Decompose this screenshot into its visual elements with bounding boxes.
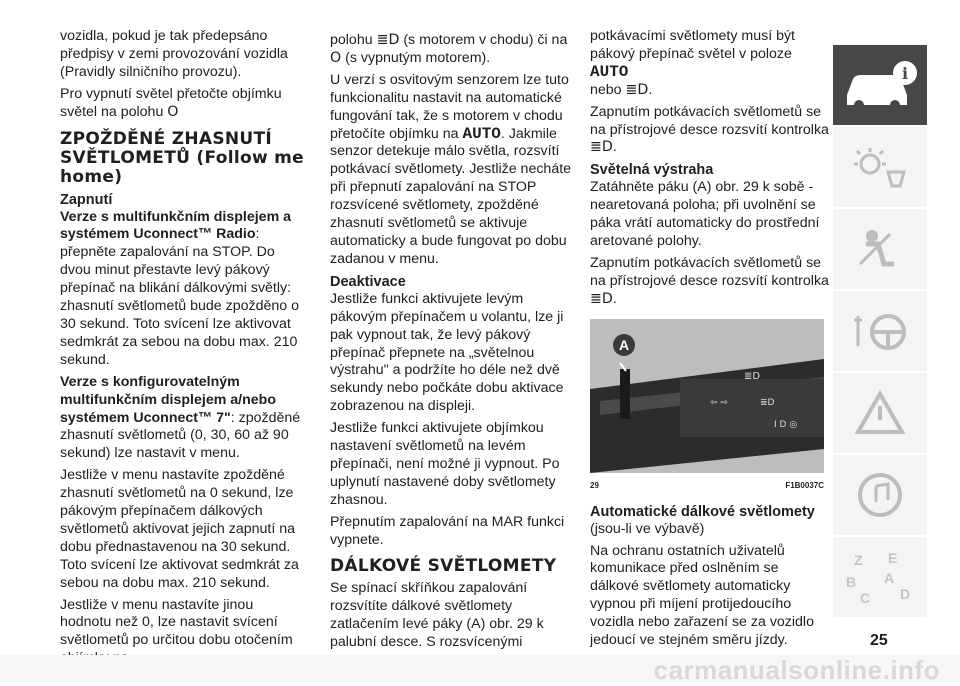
paragraph: potkávacími světlomety musí být pákový přepínač světel v poloze AUTO nebo ≣D.: [590, 28, 795, 98]
figure-caption: [590, 477, 824, 495]
paragraph: Pro vypnutí světel přetočte objímku světel na polohu O: [60, 85, 282, 120]
page-number: 25: [870, 632, 888, 649]
subheading: Zapnutí: [60, 191, 113, 208]
subheading: Světelná výstraha: [590, 162, 714, 179]
watermark-text[interactable]: carmanualsonline.info: [653, 655, 940, 685]
tab-starting-driving[interactable]: [833, 291, 927, 371]
tab-car-info[interactable]: [833, 45, 927, 125]
warning-lights-icon: [850, 142, 910, 192]
column-2: [330, 32, 580, 656]
paragraph: Zapnutím potkávacích světlometů se na přístrojové desce rozsvítí kontrolka ≣D.: [590, 103, 829, 156]
svg-text:I D ◎: I D ◎: [774, 419, 798, 430]
figure-code: F1B0037C: [785, 480, 824, 490]
column-1: [60, 28, 308, 672]
paragraph: Jestliže v menu nastavíte jinou hodnotu než 0, lze nastavit svícení světlometů po určitou dobu otočením: [60, 596, 293, 649]
section-heading-delay: ZPOŽDĚNÉ ZHASNUTÍ SVĚTLOMETŮ (Follow me home): [60, 128, 305, 187]
footer-watermark: [0, 655, 960, 683]
tab-warning-lights[interactable]: [833, 127, 927, 207]
subheading: Deaktivace: [330, 273, 406, 290]
paragraph: Jestliže funkci aktivujete levým pákovým přepínačem u volantu, lze ji pak vypnout tak, že levý pákový přepínač přepnete na „světelnou výstrahu" a podržíte ho déle než dvě sekundy nebo počkáte dobu aktivace zobrazenou na displeji.: [330, 290, 564, 415]
svg-text:≣D: ≣D: [744, 370, 761, 382]
tab-safety[interactable]: [833, 209, 927, 289]
paragraph: Jestliže funkci aktivujete objímkou nastavení světlometů na levém přepínači, není možné ji vypnout. Po uplynutí nastavené doby světlomety zhasnou.: [330, 420, 560, 508]
low-beam-icon: ≣D: [625, 81, 649, 98]
paragraph: Jestliže v menu nastavíte zpožděné zhasnutí světlometů na 0 sekund, lze pákovým přepínačem dálkových světlometů aktivovat jejich zapnutí na dobu přednastavenou na 30 sekund. Toto svícení lze aktivovat sedmkrát za sebou na dobu max. 210 sekund.: [60, 467, 299, 591]
subheading: Automatické dálkové světlomety: [590, 503, 815, 520]
airbag-seat-icon: [850, 224, 910, 274]
figure-number: 29: [590, 480, 599, 490]
auto-label: AUTO: [590, 62, 629, 81]
paragraph: Na ochranu ostatních uživatelů komunikace před oslněním se dálkové světlomety automaticky vypnou při míjení protijedoucího vozidla nebo zařazení se za vozidlo jedoucí ve stejném směru jízdy.: [590, 542, 814, 649]
key-steering-icon: [850, 306, 910, 356]
lights-off-icon: O: [167, 103, 179, 120]
index-letter: E: [888, 550, 898, 566]
paragraph: Verze s multifunkčním displejem a systémem Uconnect™ Radio: přepněte zapalování na STOP. Do dvou minut přestavte levý pákový přepínač na blikání dálkovými světly: zhasnutí světlometů bude zpožděno o 30 sekund. Toto svícení lze aktivovat sedmkrát za sebou na dobu max. 210 sekund.: [60, 208, 299, 368]
low-beam-indicator-icon: ≣D: [590, 139, 613, 156]
paragraph: Přepnutím zapalování na MAR funkci vypnete.: [330, 513, 565, 548]
lights-off-icon: O: [330, 49, 342, 66]
column-3: [590, 28, 830, 654]
paragraph: Verze s konfigurovatelným multifunkčním displejem a/nebo systémem Uconnect™ 7": zpožděné zhasnutí světlometů (0, 30, 60 až 90 sekund) lze nastavit v menu.: [60, 373, 301, 462]
callout-label: A: [618, 336, 630, 353]
paragraph: Zapnutím potkávacích světlometů se na přístrojové desce rozsvítí kontrolka ≣D.: [590, 254, 829, 307]
paragraph: Zatáhněte páku (A) obr. 29 k sobě - nearetovaná poloha; při uvolnění se páka vrátí automaticky do prostřední aretované polohy.: [590, 179, 820, 250]
paragraph: polohu ≣D (s motorem v chodu) či na O (s vypnutým motorem).: [330, 32, 568, 66]
car-info-icon: [833, 45, 927, 125]
multimedia-icon: [850, 470, 910, 520]
emergency-triangle-icon: [850, 388, 910, 438]
index-letter: A: [884, 570, 895, 586]
svg-text:i: i: [901, 64, 909, 83]
paragraph: (jsou-li ve výbavě): [590, 520, 705, 537]
auto-label: AUTO: [462, 124, 501, 143]
low-beam-icon: ≣D: [376, 32, 400, 48]
index-letter: Z: [854, 552, 863, 568]
index-letter: B: [846, 574, 857, 590]
figure-lever: [590, 319, 824, 473]
index-letter: C: [860, 590, 871, 606]
index-letters-icon: [840, 547, 920, 607]
svg-text:≣D: ≣D: [760, 397, 775, 408]
section-heading-high-beam: DÁLKOVÉ SVĚTLOMETY: [330, 556, 557, 577]
low-beam-indicator-icon: ≣D: [590, 290, 613, 307]
tab-multimedia[interactable]: [833, 455, 927, 535]
lever-illustration: [590, 319, 824, 473]
paragraph: vozidla, pokud je tak předepsáno předpisy v zemi provozování vozidla (Pravidly silničního provozu).: [60, 28, 288, 80]
tab-index[interactable]: [833, 537, 927, 617]
index-letter: D: [900, 586, 911, 602]
paragraph: Se spínací skříňkou zapalování rozsvítíte dálkové světlomety zatlačením levé páky (A) obr. 29 k palubní desce. S rozsvícenými: [330, 580, 544, 651]
tab-emergency[interactable]: [833, 373, 927, 453]
paragraph: U verzí s osvitovým senzorem lze tuto funkcionalitu nastavit na automatické fungování tak, že s motorem v chodu přetočíte objímku na AUTO. Jakmile senzor detekuje málo světla, rozsvítí potkávací světlomety. Jestliže necháte při přepnutí zapalování na STOP rozsvícené světlomety, zpožděné zhasnutí světlometů se aktivuje automaticky a bude fungovat po dobu zadanou v menu.: [330, 71, 572, 267]
svg-text:⇦ ⇨: ⇦ ⇨: [710, 397, 728, 408]
